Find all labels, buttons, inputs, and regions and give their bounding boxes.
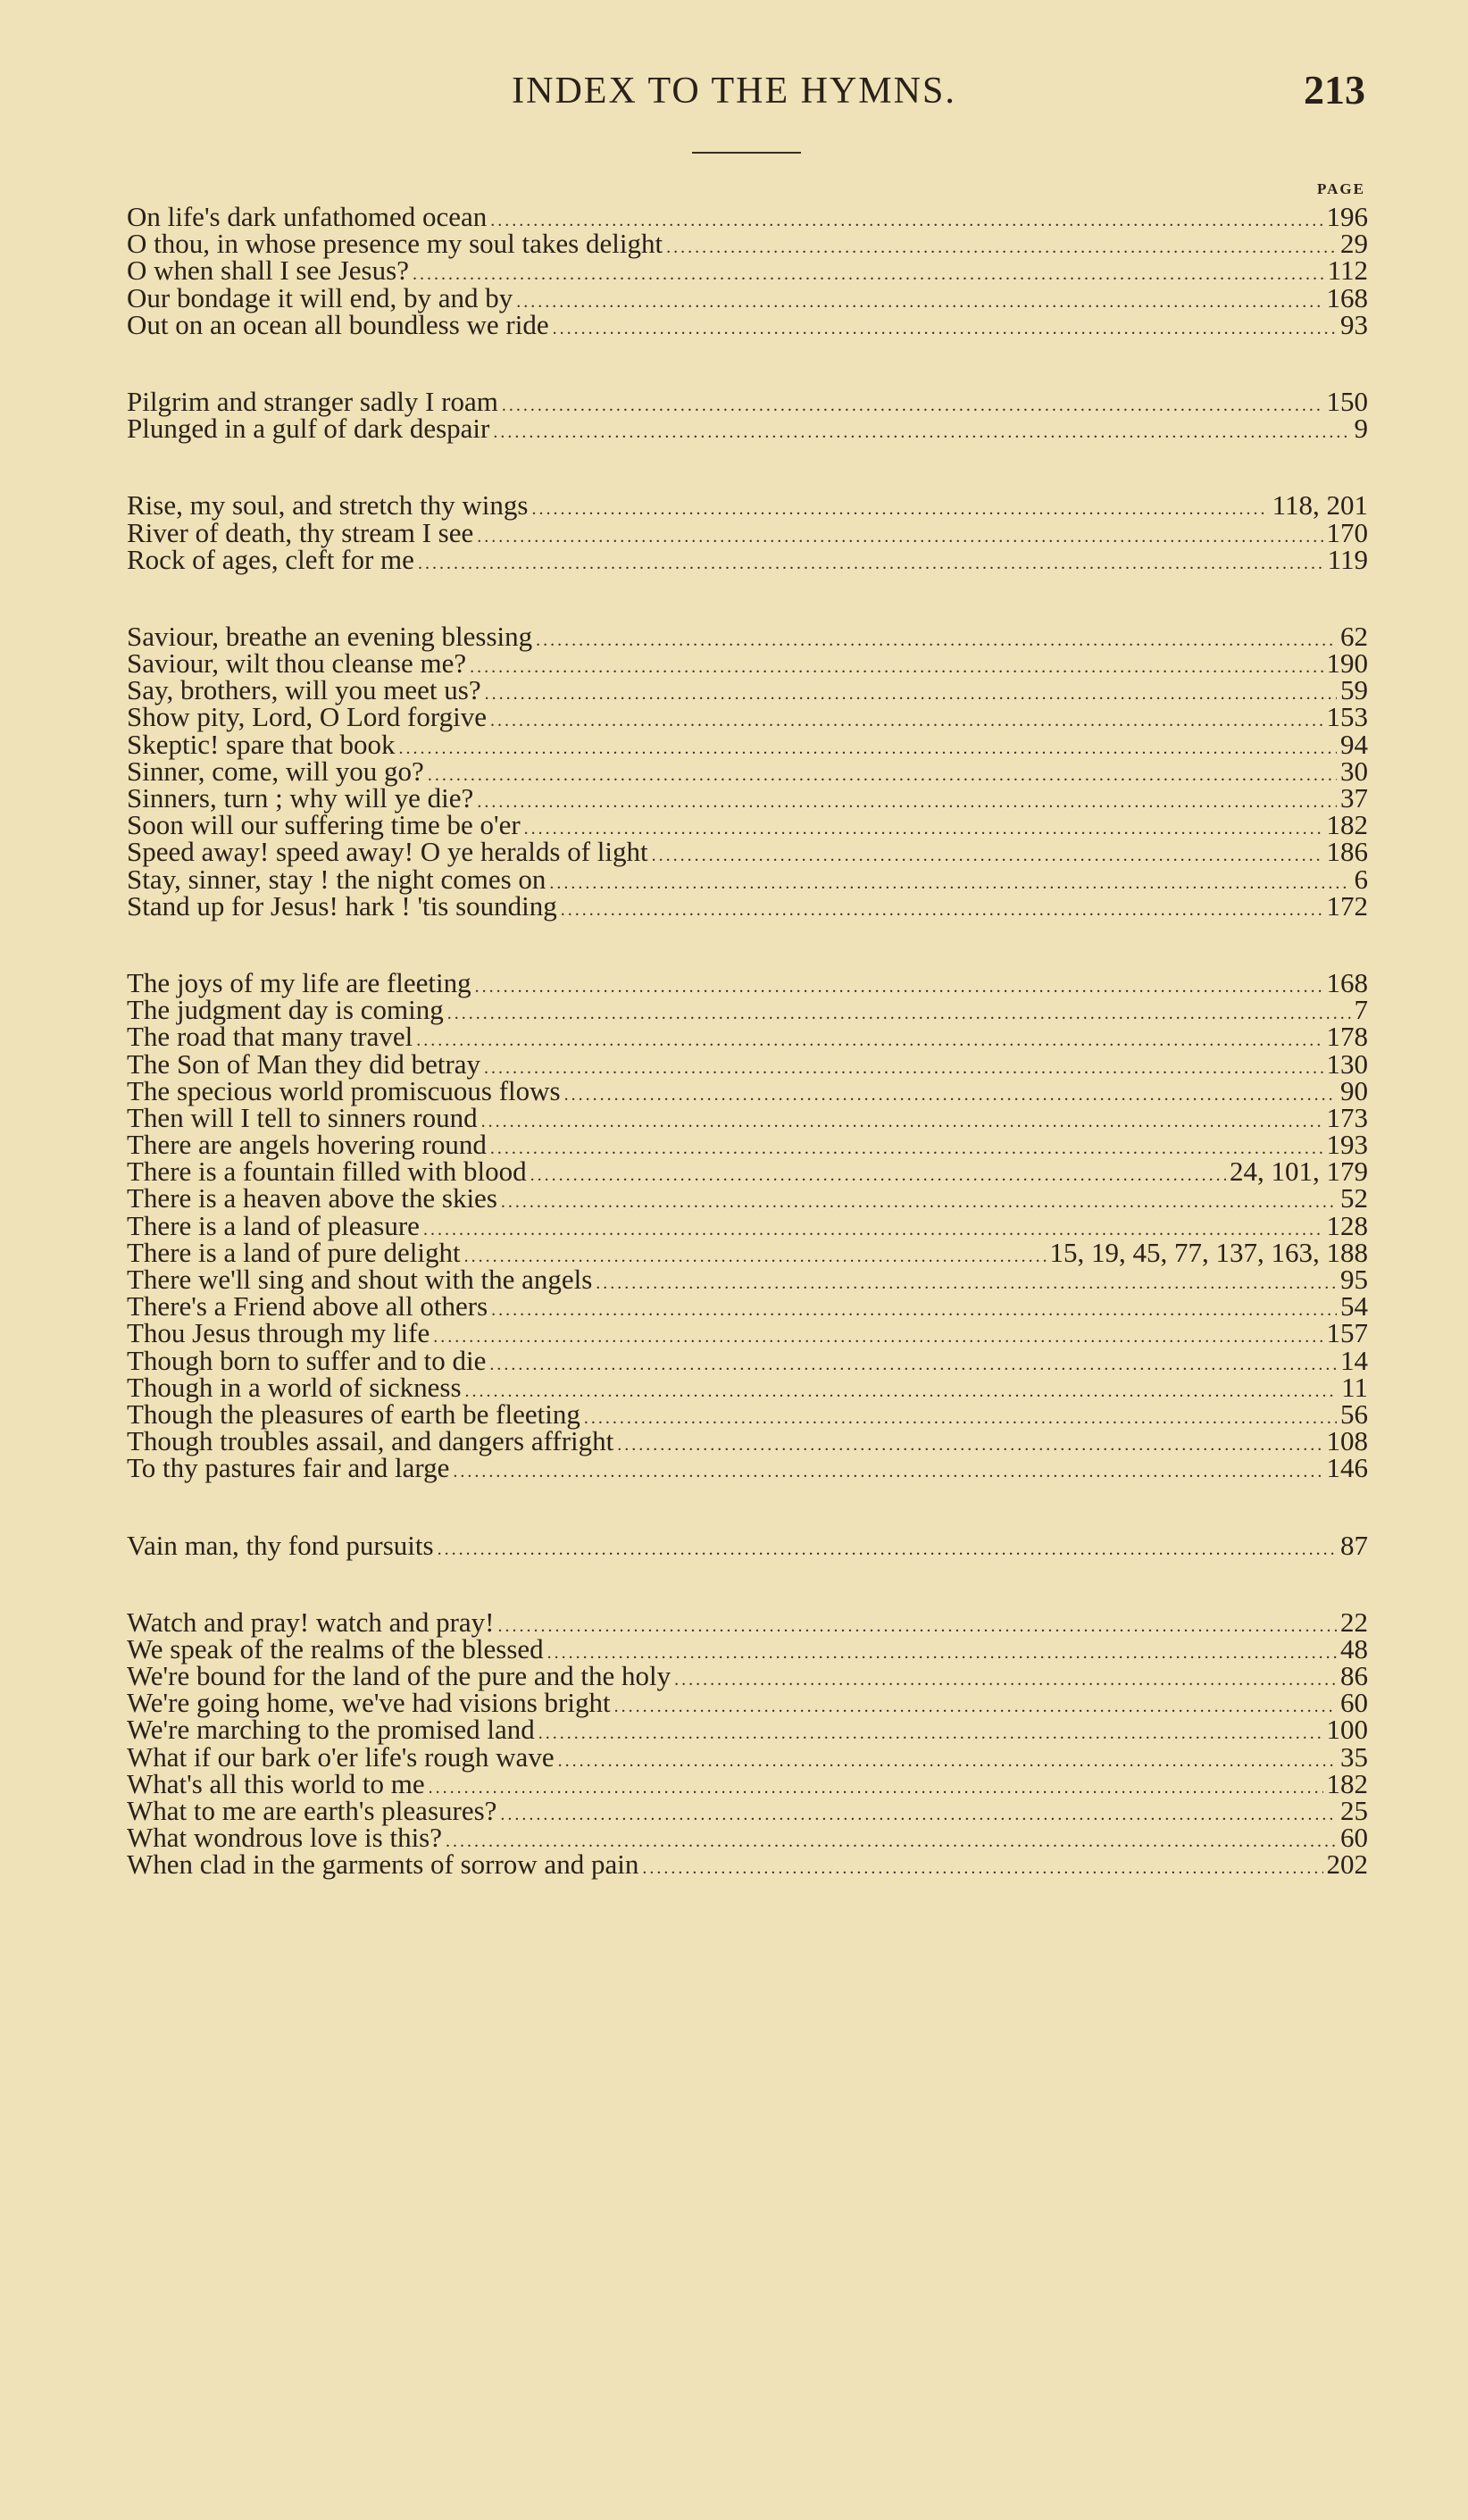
hymn-title: Saviour, breathe an evening blessing <box>127 620 533 652</box>
index-entry <box>127 1660 1368 1692</box>
hymn-title: Though the pleasures of earth be fleeting <box>127 1398 580 1430</box>
hymn-page: 29 <box>1340 228 1368 260</box>
page-header <box>0 67 1468 123</box>
hymn-title: Then will I tell to sinners round <box>127 1101 478 1133</box>
dot-leader <box>564 1081 1337 1108</box>
dot-leader <box>491 1297 1337 1323</box>
index-group <box>127 620 1368 922</box>
hymn-page: 59 <box>1340 674 1368 706</box>
index-entry <box>127 281 1368 313</box>
hymn-page: 100 <box>1326 1714 1368 1746</box>
hymn-page: 193 <box>1326 1129 1368 1161</box>
dot-leader <box>481 1108 1323 1135</box>
hymn-page: 168 <box>1326 966 1368 998</box>
hymn-page: 119 <box>1327 543 1368 575</box>
hymn-title: Sinners, turn ; why will ye die? <box>127 782 474 814</box>
index-entry <box>127 863 1368 895</box>
index-group <box>127 201 1368 340</box>
index-group <box>127 489 1368 575</box>
index-entry <box>127 1290 1368 1323</box>
hymn-title: Soon will our suffering time be o'er <box>127 809 521 841</box>
dot-leader <box>558 1748 1337 1774</box>
hymn-title: Stay, sinner, stay ! the night comes on <box>127 863 546 895</box>
hymn-page: 94 <box>1340 728 1368 760</box>
hymn-page: 48 <box>1340 1632 1368 1665</box>
hymn-page: 153 <box>1326 701 1368 733</box>
hymn-title: What to me are earth's pleasures? <box>127 1795 497 1826</box>
dot-leader <box>484 1055 1322 1081</box>
hymn-page: 128 <box>1326 1209 1368 1241</box>
index-entry <box>127 728 1368 760</box>
hymn-index-list <box>127 201 1368 1929</box>
dot-leader <box>538 1720 1323 1747</box>
hymn-title: Though born to suffer and to die <box>127 1344 487 1376</box>
dot-leader <box>493 419 1350 446</box>
hymn-title: Our bondage it will end, by and by <box>127 281 513 313</box>
hymn-page: 178 <box>1326 1021 1368 1053</box>
hymn-title: Show pity, Lord, O Lord forgive <box>127 701 487 733</box>
dot-leader <box>501 1189 1337 1215</box>
index-entry <box>127 1074 1368 1106</box>
index-entry <box>127 1767 1368 1799</box>
dot-leader <box>642 1855 1322 1882</box>
hymn-title: There's a Friend above all others <box>127 1290 488 1323</box>
hymn-page: 182 <box>1326 809 1368 841</box>
index-entry <box>127 308 1368 340</box>
dot-leader <box>652 842 1323 869</box>
hymn-title: The road that many travel <box>127 1021 413 1053</box>
hymn-title: There we'll sing and shout with the angels <box>127 1264 593 1295</box>
index-entry <box>127 1371 1368 1403</box>
hymn-title: There is a fountain filled with blood <box>127 1156 527 1188</box>
hymn-page: 186 <box>1326 836 1368 868</box>
index-entry <box>127 543 1368 575</box>
hymn-title: There is a heaven above the skies <box>127 1182 497 1214</box>
dot-leader <box>490 707 1323 734</box>
hymn-title: What wondrous love is this? <box>127 1822 443 1854</box>
hymn-title: Saviour, wilt thou cleanse me? <box>127 647 467 680</box>
hymn-title: Vain man, thy fond pursuits <box>127 1529 434 1561</box>
dot-leader <box>433 1323 1322 1350</box>
hymn-title: Out on an ocean all boundless we ride <box>127 308 549 340</box>
index-entry <box>127 1021 1368 1053</box>
index-entry <box>127 755 1368 787</box>
dot-leader <box>470 654 1322 680</box>
index-entry <box>127 620 1368 652</box>
hymn-title: We're marching to the promised land <box>127 1714 535 1746</box>
hymn-page: 37 <box>1340 782 1368 814</box>
index-entry <box>127 1529 1368 1561</box>
hymn-title: River of death, thy stream I see <box>127 516 474 548</box>
hymn-page: 62 <box>1340 620 1368 652</box>
hymn-page: 86 <box>1340 1660 1368 1692</box>
dot-leader <box>596 1270 1337 1297</box>
hymn-title: Say, brothers, will you meet us? <box>127 674 481 706</box>
title-rule <box>692 152 801 154</box>
dot-leader <box>475 973 1323 1000</box>
index-entry <box>127 889 1368 922</box>
hymn-title: We're bound for the land of the pure and the holy <box>127 1660 671 1692</box>
index-entry <box>127 1632 1368 1665</box>
hymn-title: What's all this world to me <box>127 1767 425 1799</box>
dot-leader <box>614 1693 1337 1720</box>
index-entry <box>127 255 1368 287</box>
index-entry <box>127 994 1368 1026</box>
hymn-title: Rock of ages, cleft for me <box>127 543 414 575</box>
hymn-title: Stand up for Jesus! hark ! 'tis sounding <box>127 889 557 922</box>
hymn-page: 11 <box>1341 1371 1368 1403</box>
hymn-page: 130 <box>1326 1047 1368 1080</box>
dot-leader <box>490 1135 1323 1162</box>
hymn-title: O when shall I see Jesus? <box>127 255 409 287</box>
index-entry <box>127 385 1368 417</box>
index-entry <box>127 809 1368 841</box>
index-entry <box>127 1714 1368 1746</box>
page-column-label: PAGE <box>1317 180 1365 197</box>
hymn-title: There is a land of pure delight <box>127 1236 461 1268</box>
index-entry <box>127 782 1368 814</box>
dot-leader <box>416 1027 1322 1054</box>
hymn-title: The joys of my life are fleeting <box>127 966 471 998</box>
dot-leader <box>666 234 1337 261</box>
index-entry <box>127 1236 1368 1268</box>
hymn-title: Sinner, come, will you go? <box>127 755 424 787</box>
page-number: 213 <box>1304 67 1365 113</box>
index-entry <box>127 1740 1368 1773</box>
index-entry <box>127 674 1368 706</box>
index-entry <box>127 516 1368 548</box>
hymn-title: On life's dark unfathomed ocean <box>127 201 488 232</box>
hymn-page: 14 <box>1340 1344 1368 1376</box>
hymn-page: 146 <box>1326 1452 1368 1484</box>
dot-leader <box>428 762 1337 789</box>
hymn-page: 202 <box>1326 1848 1368 1881</box>
page-title: INDEX TO THE HYMNS. <box>512 71 956 112</box>
index-entry <box>127 1129 1368 1161</box>
dot-leader <box>500 1801 1337 1828</box>
hymn-page: 9 <box>1354 413 1368 445</box>
dot-leader <box>485 680 1337 707</box>
index-entry <box>127 1425 1368 1457</box>
index-group <box>127 966 1368 1484</box>
hymn-page: 170 <box>1326 516 1368 548</box>
index-entry <box>127 228 1368 260</box>
index-entry <box>127 1795 1368 1826</box>
hymn-page: 118, 201 <box>1272 489 1368 522</box>
hymn-title: The Son of Man they did betray <box>127 1047 481 1080</box>
index-entry <box>127 1606 1368 1638</box>
hymn-title: Thou Jesus through my life <box>127 1317 430 1349</box>
index-entry <box>127 1687 1368 1719</box>
index-entry <box>127 1047 1368 1080</box>
hymn-title: Pilgrim and stranger sadly I roam <box>127 385 498 417</box>
index-entry <box>127 1398 1368 1430</box>
hymn-page: 95 <box>1340 1264 1368 1295</box>
index-entry <box>127 1822 1368 1854</box>
index-group <box>127 1606 1368 1881</box>
index-group <box>127 385 1368 445</box>
index-entry <box>127 413 1368 445</box>
index-entry <box>127 647 1368 680</box>
index-entry <box>127 201 1368 232</box>
hymn-title: The specious world promiscuous flows <box>127 1074 561 1106</box>
index-entry <box>127 1266 1368 1293</box>
hymn-title: Though in a world of sickness <box>127 1371 462 1403</box>
index-entry <box>127 836 1368 868</box>
hymn-page: 172 <box>1326 889 1368 922</box>
hymn-page: 87 <box>1340 1529 1368 1561</box>
dot-leader <box>429 1774 1323 1801</box>
hymn-title: Watch and pray! watch and pray! <box>127 1606 495 1638</box>
dot-leader <box>553 315 1337 342</box>
hymn-page: 24, 101, 179 <box>1230 1156 1368 1188</box>
hymn-title: When clad in the garments of sorrow and pain <box>127 1848 639 1881</box>
hymn-page: 35 <box>1340 1740 1368 1773</box>
hymn-page: 168 <box>1326 281 1368 313</box>
index-entry <box>127 1156 1368 1188</box>
dot-leader <box>398 735 1337 762</box>
hymn-page: 60 <box>1340 1687 1368 1719</box>
hymn-page: 60 <box>1340 1822 1368 1854</box>
dot-leader <box>438 1536 1337 1563</box>
hymn-title: Skeptic! spare that book <box>127 728 396 760</box>
index-entry <box>127 1182 1368 1214</box>
index-entry <box>127 966 1368 998</box>
hymn-title: The judgment day is coming <box>127 994 444 1026</box>
dot-leader <box>413 261 1324 288</box>
hymn-page: 190 <box>1326 647 1368 680</box>
dot-leader <box>447 1000 1351 1027</box>
hymn-page: 182 <box>1326 1767 1368 1799</box>
hymn-title: Rise, my soul, and stretch thy wings <box>127 489 529 522</box>
dot-leader <box>453 1458 1322 1485</box>
index-entry <box>127 489 1368 522</box>
hymn-page: 6 <box>1354 863 1368 895</box>
hymn-title: Speed away! speed away! O ye heralds of light <box>127 836 648 868</box>
dot-leader <box>418 550 1324 577</box>
dot-leader <box>536 627 1337 654</box>
dot-leader <box>531 496 1268 522</box>
hymn-title: We speak of the realms of the blessed <box>127 1632 544 1665</box>
dot-leader <box>477 523 1322 550</box>
hymn-page: 112 <box>1327 255 1368 287</box>
index-group <box>127 1529 1368 1561</box>
dot-leader <box>498 1613 1337 1640</box>
index-entry <box>127 1317 1368 1349</box>
hymn-page: 54 <box>1340 1290 1368 1323</box>
hymn-page: 56 <box>1340 1398 1368 1430</box>
dot-leader <box>502 392 1323 419</box>
index-entry <box>127 701 1368 733</box>
hymn-page: 7 <box>1354 994 1368 1026</box>
dot-leader <box>465 1378 1339 1405</box>
hymn-title: There is a land of pleasure <box>127 1209 420 1241</box>
index-entry <box>127 1344 1368 1376</box>
dot-leader <box>549 870 1350 897</box>
index-entry <box>127 1452 1368 1484</box>
hymn-title: To thy pastures fair and large <box>127 1452 450 1484</box>
hymn-title: There are angels hovering round <box>127 1129 487 1161</box>
hymn-page: 22 <box>1340 1606 1368 1638</box>
dot-leader <box>477 789 1337 815</box>
dot-leader <box>561 897 1323 923</box>
hymn-page: 196 <box>1326 201 1368 232</box>
hymn-title: Though troubles assail, and dangers affright <box>127 1425 614 1457</box>
hymn-title: Plunged in a gulf of dark despair <box>127 413 490 445</box>
dot-leader <box>584 1405 1337 1431</box>
hymn-page: 157 <box>1326 1317 1368 1349</box>
hymn-page: 52 <box>1340 1182 1368 1214</box>
hymn-page: 173 <box>1326 1101 1368 1133</box>
dot-leader <box>530 1162 1226 1189</box>
index-entry <box>127 1848 1368 1881</box>
index-entry <box>127 1209 1368 1241</box>
hymn-page: 93 <box>1340 308 1368 340</box>
hymn-page: 108 <box>1326 1425 1368 1457</box>
hymn-page: 15, 19, 45, 77, 137, 163, 188 <box>1049 1236 1368 1268</box>
index-entry <box>127 1101 1368 1133</box>
dot-leader <box>674 1666 1337 1693</box>
hymn-title: We're going home, we've had visions bright <box>127 1687 611 1719</box>
hymn-page: 25 <box>1340 1795 1368 1826</box>
hymn-page: 30 <box>1340 755 1368 787</box>
dot-leader <box>516 288 1322 315</box>
hymn-page: 90 <box>1340 1074 1368 1106</box>
hymn-page: 150 <box>1326 385 1368 417</box>
hymn-title: O thou, in whose presence my soul takes delight <box>127 228 663 260</box>
dot-leader <box>489 1351 1337 1378</box>
hymn-title: What if our bark o'er life's rough wave <box>127 1740 555 1773</box>
dot-leader <box>617 1431 1322 1458</box>
